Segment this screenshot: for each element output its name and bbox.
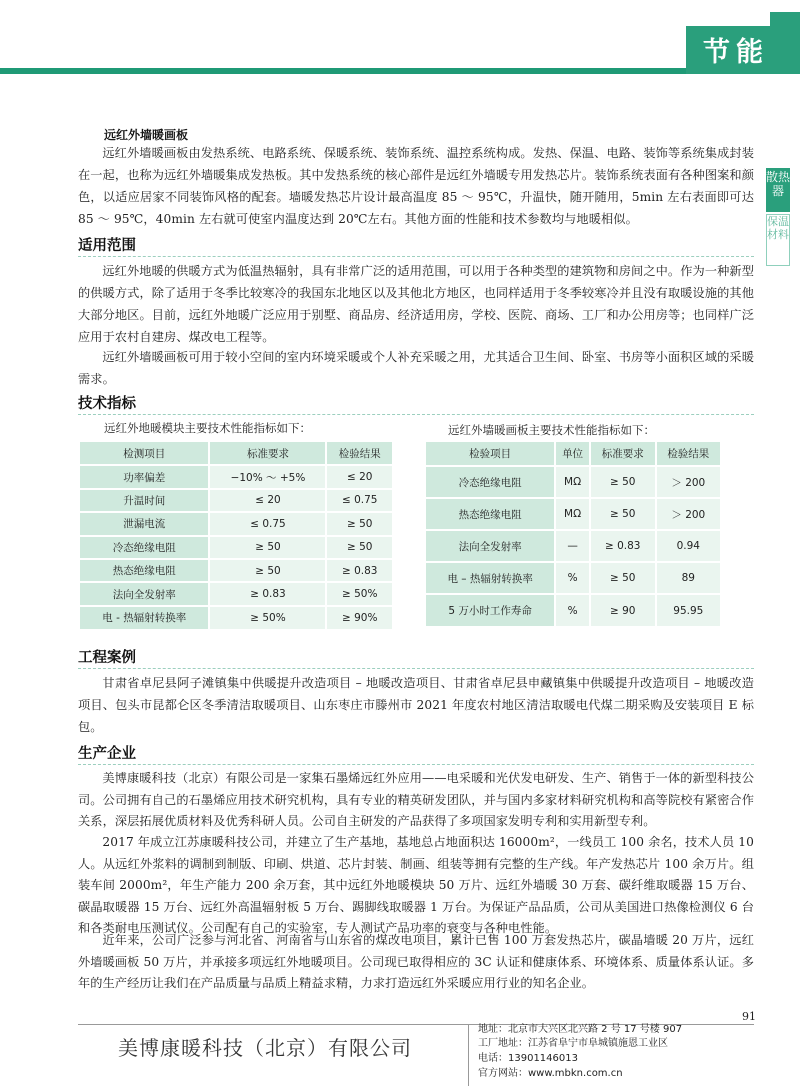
intro-paragraph: 远红外墙暖画板由发热系统、电路系统、保暖系统、装饰系统、温控系统构成。发热、保温、电路、装饰等系统集成封装在一起，也称为远红外墙暖集成发热板。其中发热系统的核心部件是远红外墙暖专用发热芯片。装饰系统表面有各种图案和颜色，以适应居家不同装饰风格的配套。墙暖发热芯片设计最高温度 85 ～ 95℃，升温快，随开随用，5min 左右表面即可达 85 ～ 95℃，40min 左右就可使室内温度达到 20℃左右。其他方面的性能和技术参数均与地暖相似。 [78, 146, 754, 226]
table-cell: 热态绝缘电阻 [80, 559, 209, 582]
table-row [426, 466, 720, 498]
table-row [80, 606, 392, 629]
table-cell: 电 – 热辐射转换率 [426, 562, 555, 594]
table-cell: ≥ 0.83 [326, 559, 392, 582]
floor-table-caption: 远红外地暖模块主要技术性能指标如下： [104, 421, 311, 435]
table-header-cell: 检测项目 [80, 442, 209, 465]
table-row [426, 562, 720, 594]
cases-paragraph: 甘肃省卓尼县阿子滩镇集中供暖提升改造项目 – 地暖改造项目、甘肃省卓尼县申藏镇集中供暖提升改造项目 – 地暖改造项目、包头市昆都仑区冬季清洁取暖项目、山东枣庄市滕州市 2021 年度农村地区清洁取暖电代煤二期采购及安装项目 E 标包。 [78, 676, 754, 734]
table-header-cell: 检验结果 [656, 442, 720, 466]
table-row [80, 465, 392, 488]
footer-website[interactable]: 官方网站：www.mbkn.com.cn [478, 1068, 623, 1079]
section-title-scope: 适用范围 [78, 238, 136, 254]
table-cell: % [555, 562, 589, 594]
table-cell: ≥ 0.83 [590, 530, 656, 562]
table-header-row [426, 442, 720, 466]
table-cell: ＞ 200 [656, 498, 720, 530]
company-paragraph-1: 美博康暖科技（北京）有限公司是一家集石墨烯远红外应用——电采暖和光伏发电研发、生产、销售于一体的新型科技公司。公司拥有自己的石墨烯应用技术研究机构，具有专业的精英研发团队，并与国内多家材料研究机构和高等院校有紧密合作关系，深层拓展优质材料及优秀科研人员。公司自主研发的产品获得了多项国家发明专利和实用新型专利。 [78, 771, 754, 828]
table-header-cell: 检验结果 [326, 442, 392, 465]
tab-insulation[interactable]: 保温材料 [766, 214, 790, 266]
table-row [426, 530, 720, 562]
table-header-cell: 标准要求 [590, 442, 656, 466]
section-divider [78, 256, 754, 257]
table-cell: ≥ 0.83 [209, 582, 326, 605]
category-badge [686, 26, 800, 74]
table-row [80, 536, 392, 559]
table-cell: ≤ 0.75 [326, 489, 392, 512]
table-cell: ≤ 0.75 [209, 512, 326, 535]
page-number: 91 [742, 1010, 756, 1023]
company-paragraph-3: 近年来，公司广泛参与河北省、河南省与山东省的煤改电项目，累计已售 100 万套发热芯片，碳晶墙暖 20 万片，远红外墙暖画板 50 万片，并承接多项远红外地暖项目。公司现已取得相应的 3C 认证和健康体系、环境体系、质量体系认证。多年的生产经历让我们在产品质量与品质上精益求精，力求打造远红外采暖应用行业的知名企业。 [78, 933, 754, 990]
scope-paragraph-2: 远红外墙暖画板可用于较小空间的室内环境采暖或个人补充采暖之用，尤其适合卫生间、卧室、书房等小面积区域的采暖需求。 [78, 350, 754, 386]
table-cell: ≤ 20 [209, 489, 326, 512]
table-header-cell: 单位 [555, 442, 589, 466]
table-cell: 89 [656, 562, 720, 594]
table-cell: ＞ 200 [656, 466, 720, 498]
floor-spec-table [80, 442, 392, 629]
table-cell: ≥ 50 [326, 512, 392, 535]
table-cell: ≥ 50 [590, 562, 656, 594]
footer-phone: 电话：13901146013 [478, 1053, 578, 1064]
table-cell: ≥ 90% [326, 606, 392, 629]
table-cell: ≥ 50 [209, 559, 326, 582]
table-cell: 热态绝缘电阻 [426, 498, 555, 530]
table-cell: 冷态绝缘电阻 [426, 466, 555, 498]
table-row [80, 489, 392, 512]
category-title: 节能 [703, 37, 769, 68]
table-cell: ≥ 90 [590, 594, 656, 626]
table-cell: 电 - 热辐射转换率 [80, 606, 209, 629]
header-rule [0, 68, 686, 74]
section-title-tech: 技术指标 [78, 396, 136, 412]
table-row [80, 582, 392, 605]
footer-divider [468, 1024, 469, 1086]
table-cell: 功率偏差 [80, 465, 209, 488]
table-cell: 升温时间 [80, 489, 209, 512]
table-header-row [80, 442, 392, 465]
table-cell: 泄漏电流 [80, 512, 209, 535]
table-cell: ≥ 50% [209, 606, 326, 629]
section-divider [78, 668, 754, 669]
footer-company-name: 美博康暖科技（北京）有限公司 [118, 1036, 412, 1060]
table-cell: ≥ 50 [326, 536, 392, 559]
table-cell: ≤ 20 [326, 465, 392, 488]
table-cell: ≥ 50 [590, 466, 656, 498]
table-cell: 95.95 [656, 594, 720, 626]
table-cell: 冷态绝缘电阻 [80, 536, 209, 559]
tab-radiator[interactable]: 散热器 [766, 168, 790, 212]
table-cell: ≥ 50% [326, 582, 392, 605]
footer-address: 地址：北京市大兴区北兴路 2 号 17 号楼 907 [478, 1024, 683, 1035]
table-cell: % [555, 594, 589, 626]
table-cell: 5 万小时工作寿命 [426, 594, 555, 626]
table-row [426, 498, 720, 530]
scope-paragraph-1: 远红外地暖的供暖方式为低温热辐射，具有非常广泛的适用范围，可以用于各种类型的建筑物和房间之中。作为一种新型的供暖方式，除了适用于冬季比较寒冷的我国东北地区以及其他北方地区，也同样适用于冬季较寒冷并且没有取暖设施的其他大部分地区。目前，远红外地暖广泛应用于别墅、商品房、经济适用房，学校、医院、商场、工厂和办公用房等；也同样广泛应用于农村自建房、煤改电工程等。 [78, 264, 754, 344]
table-cell: ≥ 50 [209, 536, 326, 559]
footer-factory-address: 工厂地址：江苏省阜宁市阜城镇施恩工业区 [478, 1038, 668, 1049]
company-paragraph-2: 2017 年成立江苏康暖科技公司，并建立了生产基地，基地总占地面积达 16000m²，一线员工 100 余名，技术人员 10 人。从远红外浆料的调制到制版、印刷、烘道、芯片封装、制画、组装等拥有完整的生产线。年产发热芯片 100 余万片。组装车间 2000m²，年生产能力 200 余万套，其中远红外地暖模块 50 万片、远红外墙暖 30 万套、碳纤维取暖器 15 万台、碳晶取暖器 15 万台、远红外高温辐射板 5 万台、踢脚线取暖器 1 万台。为保证产品品质，公司从美国进口热像检测仪 6 台和各类耐电压测试仪。公司配有自己的实验室，专人测试产品功率的衰变与各种电性能。 [78, 835, 754, 935]
table-row [426, 594, 720, 626]
section-divider [78, 414, 754, 415]
table-row [80, 512, 392, 535]
table-cell: 法向全发射率 [80, 582, 209, 605]
table-cell: ≥ 50 [590, 498, 656, 530]
table-header-cell: 标准要求 [209, 442, 326, 465]
table-cell: MΩ [555, 466, 589, 498]
section-title-cases: 工程案例 [78, 650, 136, 666]
section-divider [78, 764, 754, 765]
table-cell: MΩ [555, 498, 589, 530]
table-cell: −10% ～ +5% [209, 465, 326, 488]
product-subtitle: 远红外墙暖画板 [104, 128, 189, 142]
table-header-cell: 检验项目 [426, 442, 555, 466]
wall-table-caption: 远红外墙暖画板主要技术性能指标如下： [448, 423, 655, 437]
section-title-company: 生产企业 [78, 746, 136, 762]
table-cell: 0.94 [656, 530, 720, 562]
table-cell: — [555, 530, 589, 562]
table-row [80, 559, 392, 582]
wall-spec-table [426, 442, 720, 626]
table-cell: 法向全发射率 [426, 530, 555, 562]
